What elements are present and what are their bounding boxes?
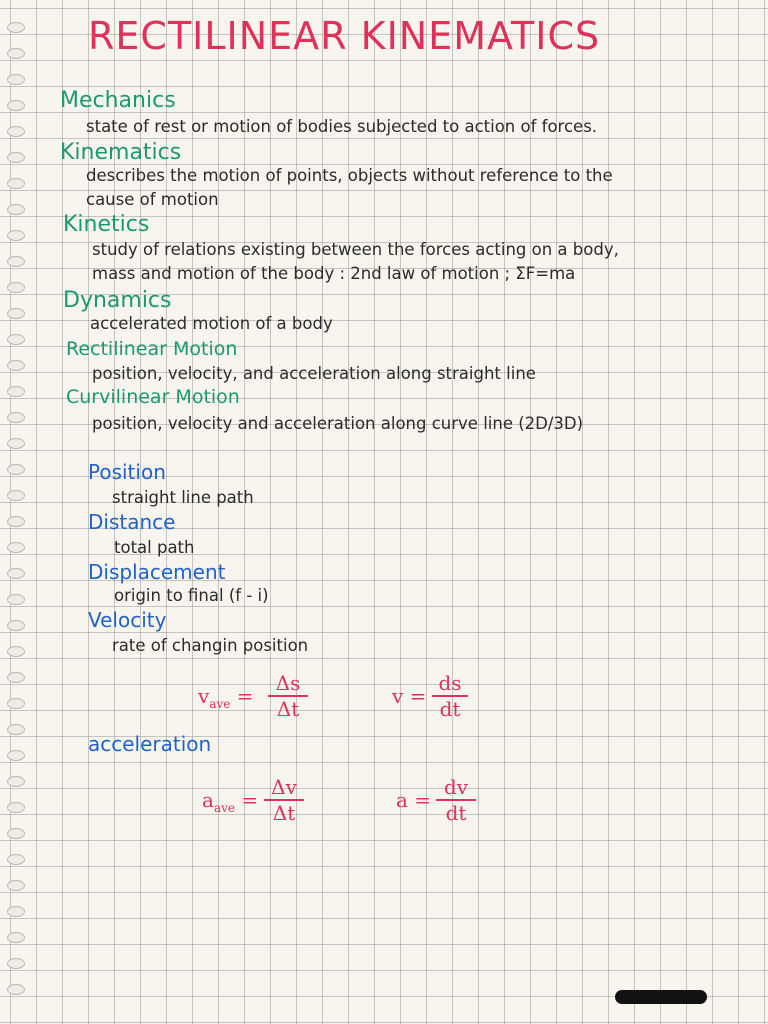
quantity-definition-position: straight line path <box>112 488 254 507</box>
binder-hole <box>7 204 25 215</box>
binder-hole <box>7 776 25 787</box>
binder-hole <box>7 958 25 969</box>
quantity-definition-distance: total path <box>114 538 195 557</box>
binder-hole <box>7 802 25 813</box>
instant-velocity-numerator: ds <box>438 671 462 695</box>
binder-hole <box>7 828 25 839</box>
binder-hole <box>7 646 25 657</box>
marker-smudge <box>615 990 707 1004</box>
instant-acceleration-fraction <box>436 776 476 824</box>
quantity-heading-acceleration: acceleration <box>88 732 212 756</box>
binder-hole <box>7 672 25 683</box>
instant-acceleration-denominator: dt <box>445 801 467 825</box>
binder-hole <box>7 48 25 59</box>
average-velocity-subscript: ave <box>209 697 231 711</box>
binder-hole <box>7 932 25 943</box>
instant-velocity-fraction <box>432 672 468 720</box>
binder-hole <box>7 282 25 293</box>
binder-hole <box>7 906 25 917</box>
term-definition-mechanics: state of rest or motion of bodies subjected to action of forces. <box>86 117 598 136</box>
binder-hole <box>7 360 25 371</box>
binder-hole <box>7 308 25 319</box>
quantity-definition-displacement: origin to final (f - i) <box>114 586 269 605</box>
quantity-heading-velocity: Velocity <box>88 608 167 632</box>
instant-velocity-formula: v = ds dt <box>392 672 492 728</box>
binder-hole <box>7 854 25 865</box>
quantity-heading-position: Position <box>88 460 166 484</box>
instant-velocity-denominator: dt <box>439 697 461 721</box>
term-definition-kinematics-line1: describes the motion of points, objects without reference to the <box>86 166 613 185</box>
binder-hole <box>7 438 25 449</box>
average-velocity-numerator: Δs <box>275 671 301 695</box>
binder-hole <box>7 750 25 761</box>
average-acceleration-symbol: a <box>202 788 214 812</box>
binder-hole <box>7 516 25 527</box>
binder-hole <box>7 256 25 267</box>
term-definition-kinetics-line2: mass and motion of the body : 2nd law of motion ; ΣF=ma <box>92 264 576 283</box>
average-acceleration-fraction <box>264 776 304 824</box>
term-heading-dynamics: Dynamics <box>63 288 172 313</box>
instant-acceleration-symbol: a <box>396 788 408 812</box>
binder-hole <box>7 620 25 631</box>
term-definition-kinetics-line1: study of relations existing between the forces acting on a body, <box>92 240 619 259</box>
average-acceleration-denominator: Δt <box>272 801 296 825</box>
binder-hole <box>7 698 25 709</box>
term-heading-rectilinear-motion: Rectilinear Motion <box>66 338 238 360</box>
term-heading-kinematics: Kinematics <box>60 140 182 165</box>
average-velocity-denominator: Δt <box>276 697 300 721</box>
binder-hole <box>7 984 25 995</box>
term-definition-kinematics-line2: cause of motion <box>86 190 219 209</box>
binder-hole <box>7 542 25 553</box>
binder-hole <box>7 568 25 579</box>
average-acceleration-subscript: ave <box>213 801 235 815</box>
average-acceleration-numerator: Δv <box>271 775 297 799</box>
binder-hole <box>7 412 25 423</box>
term-heading-mechanics: Mechanics <box>60 88 176 113</box>
binder-hole <box>7 126 25 137</box>
average-velocity-fraction <box>268 672 308 720</box>
binder-hole <box>7 74 25 85</box>
binder-hole <box>7 880 25 891</box>
instant-velocity-symbol: v <box>392 684 404 708</box>
instant-acceleration-numerator: dv <box>443 775 469 799</box>
term-heading-curvilinear-motion: Curvilinear Motion <box>66 386 240 408</box>
binder-hole <box>7 100 25 111</box>
term-definition-rectilinear-motion: position, velocity, and acceleration along straight line <box>92 364 536 383</box>
term-heading-kinetics: Kinetics <box>63 212 150 237</box>
quantity-definition-velocity: rate of changin position <box>112 636 309 655</box>
term-definition-dynamics: accelerated motion of a body <box>90 314 333 333</box>
binder-hole <box>7 230 25 241</box>
binder-hole <box>7 334 25 345</box>
quantity-heading-distance: Distance <box>88 510 176 534</box>
binder-holes <box>0 0 24 1024</box>
average-velocity-symbol: v <box>198 684 210 708</box>
average-acceleration-formula: $a_{ave}$ = Δv Δt <box>202 776 332 832</box>
binder-hole <box>7 594 25 605</box>
average-velocity-formula: $v_{ave}$ = Δs Δt <box>198 672 328 728</box>
instant-acceleration-formula: a = dv dt <box>396 776 496 832</box>
binder-hole <box>7 22 25 33</box>
binder-hole <box>7 724 25 735</box>
binder-hole <box>7 490 25 501</box>
page-title: RECTILINEAR KINEMATICS <box>88 14 601 58</box>
term-definition-curvilinear-motion: position, velocity and acceleration along curve line (2D/3D) <box>92 414 584 433</box>
binder-hole <box>7 464 25 475</box>
quantity-heading-displacement: Displacement <box>88 560 226 584</box>
binder-hole <box>7 152 25 163</box>
binder-hole <box>7 178 25 189</box>
binder-hole <box>7 386 25 397</box>
